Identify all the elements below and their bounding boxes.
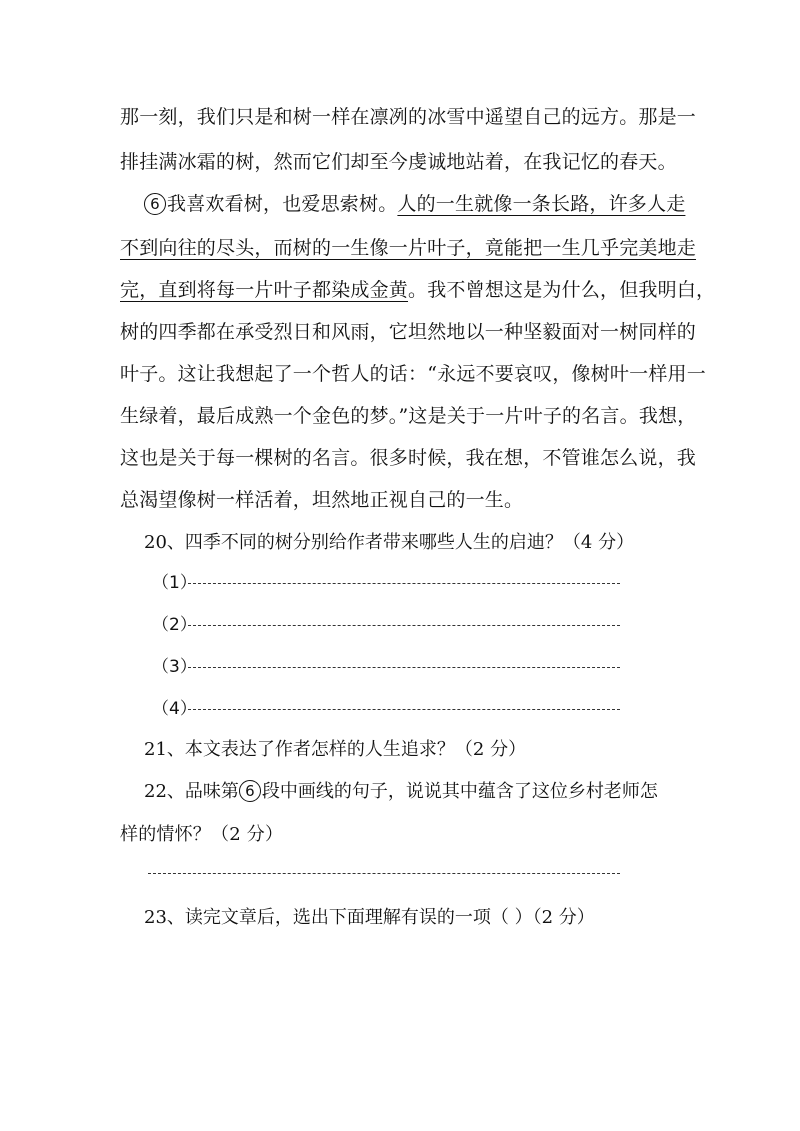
paragraph-6-line-5: 叶子。这让我想起了一个哲人的话：“永远不要哀叹，像树叶一样用一: [120, 363, 706, 385]
paragraph-number-6: 6: [144, 193, 166, 215]
paragraph-5-line-1: 那一刻，我们只是和树一样在凛冽的冰雪中遥望自己的远方。那是一: [120, 106, 697, 128]
paragraph-6-line-1: [144, 192, 685, 216]
answer-blank-2[interactable]: [152, 614, 620, 636]
question-20: 20、四季不同的树分别给作者带来哪些人生的启迪？（4 分）: [144, 532, 635, 553]
paragraph-6-line-3: [120, 278, 715, 302]
answer-blank-3[interactable]: [152, 656, 620, 678]
paragraph-5-line-2: 排挂满冰霜的树，然而它们却至今虔诚地站着，在我记忆的春天。: [120, 151, 677, 173]
underlined-sentence-part-2: 不到向往的尽头，而树的一生像一片叶子，竟能把一生几乎完美地走: [120, 237, 697, 259]
paragraph-6-line-2: [120, 236, 696, 260]
underlined-sentence-part-1: 人的一生就像一条长路，许多人走: [397, 193, 686, 215]
blank-label: （1）: [152, 573, 197, 593]
answer-blank-22[interactable]: [148, 873, 620, 874]
paragraph-6-line-8: 总渴望像树一样活着，坦然地正视自己的一生。: [120, 489, 524, 511]
underlined-sentence-part-3: 完，直到将每一片叶子都染成金黄: [120, 279, 409, 301]
answer-blank-4[interactable]: [152, 698, 620, 720]
answer-blank-1[interactable]: [152, 572, 620, 594]
paragraph-number-6-ref: 6: [239, 780, 261, 802]
question-22-line-1: 22、品味第 6 段中画线的句子，说说其中蕴含了这位乡村老师怎: [144, 781, 658, 802]
question-23: 23、读完文章后，选出下面理解有误的一项（ ）（2 分）: [144, 907, 595, 928]
paragraph-6-line-6: 生绿着，最后成熟一个金色的梦。”这是关于一片叶子的名言。我想，: [120, 405, 697, 427]
paragraph-6-line-7: 这也是关于每一棵树的名言。很多时候，我在想，不管谁怎么说，我: [120, 447, 697, 469]
question-22-line-2: 样的情怀？（2 分）: [120, 824, 284, 845]
blank-label: （2）: [152, 615, 197, 635]
paragraph-6-text: 我喜欢看树，也爱思索树。: [167, 193, 398, 215]
blank-label: （4）: [152, 699, 197, 719]
blank-label: （3）: [152, 657, 197, 677]
paragraph-6-line-4: 树的四季都在承受烈日和风雨，它坦然地以一种坚毅面对一树同样的: [120, 321, 697, 343]
question-21: 21、本文表达了作者怎样的人生追求？（2 分）: [144, 739, 527, 760]
paragraph-6-text-cont: 。我不曾想这是为什么，但我明白，: [408, 279, 716, 301]
